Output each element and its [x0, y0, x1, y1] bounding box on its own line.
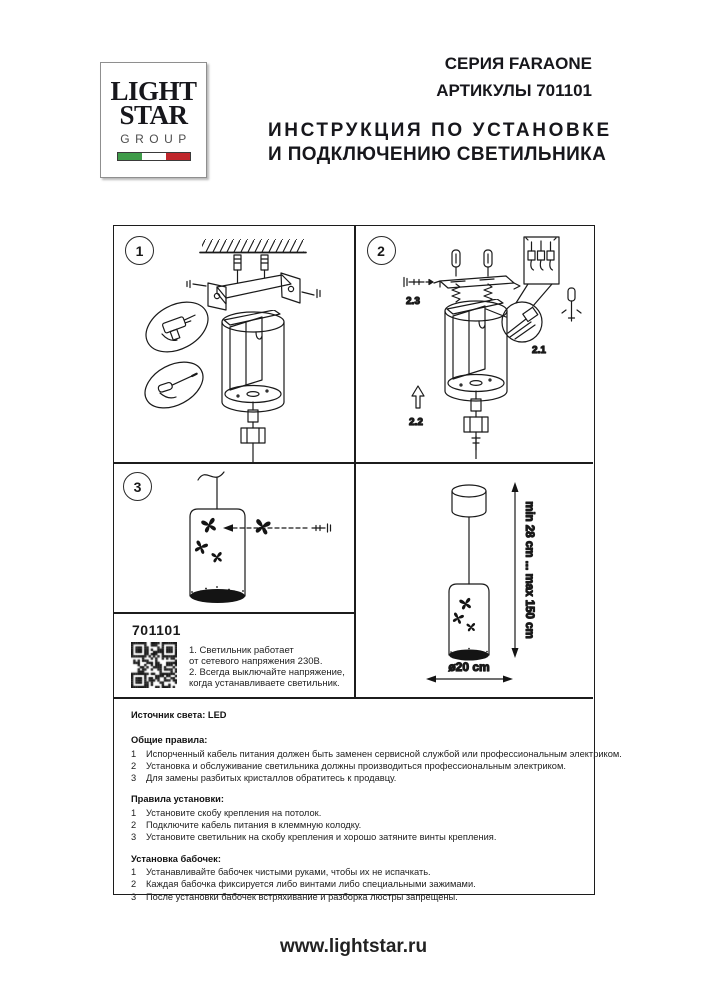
butterfly-icon	[459, 598, 472, 610]
label-2-3: 2.3	[405, 296, 420, 307]
strain-relief-screw	[472, 436, 480, 450]
label-2-2: 2.2	[408, 417, 423, 428]
butterfly-icon	[254, 519, 271, 535]
dimensions-diagram	[356, 464, 594, 697]
instruction-item: Установите скобу крепления на потолок.	[146, 807, 322, 818]
product-notes	[189, 645, 345, 690]
step2-diagram	[356, 226, 594, 462]
lightstar-logo	[100, 62, 207, 178]
diameter-dimension-label: ø20 cm	[447, 660, 490, 674]
lamp-shade	[449, 584, 489, 661]
fixing-screw	[312, 524, 331, 532]
butterfly-icon	[466, 623, 475, 632]
title-line-2: И ПОДКЛЮЧЕНИЮ СВЕТИЛЬНИКА	[268, 144, 607, 165]
series-block	[436, 50, 592, 104]
light-source: Источник света: LED	[131, 710, 227, 720]
website-link[interactable]: www.lightstar.ru	[279, 936, 428, 957]
section-title-general: Общие правила:	[131, 735, 208, 746]
section-title-butterflies: Установка бабочек:	[131, 853, 221, 864]
title-line-1: ИНСТРУКЦИЯ ПО УСТАНОВКЕ	[268, 120, 612, 141]
step2-cell	[356, 226, 594, 462]
step3-cell	[114, 464, 354, 612]
label-2-1: 2.1	[531, 345, 546, 356]
terminal-screwdriver	[562, 288, 581, 321]
instruction-item: Устанавливайте бабочек чистыми руками, чтобы их не испачкать.	[146, 866, 431, 877]
butterfly-icon	[193, 540, 208, 555]
install-rules-list	[131, 807, 585, 844]
instruction-item: Для замены разбитых кристаллов обратитесь к продавцу.	[146, 773, 397, 784]
flag-green	[118, 153, 142, 160]
diameter-arrow	[426, 676, 513, 683]
canopy-body	[445, 299, 507, 459]
height-dimension-label: min 28 cm ... max 150 cm	[522, 501, 535, 639]
step-3-badge: 3	[123, 472, 152, 501]
up-arrow	[412, 386, 424, 408]
screwdriver-hand-inset	[137, 353, 211, 417]
spring-pins	[452, 250, 492, 302]
step-1-badge: 1	[125, 236, 154, 265]
flag-red	[166, 153, 190, 160]
flag-white	[142, 153, 166, 160]
instruction-item: Установите светильник на скобу крепления и хорошо затяните винты крепления.	[146, 832, 497, 843]
screw-2-3	[404, 278, 433, 287]
qr-code	[131, 642, 177, 688]
height-arrow	[511, 482, 518, 658]
terminal-inset-box	[524, 237, 559, 284]
wire-connector-inset	[486, 284, 552, 342]
instructions-cell	[114, 699, 622, 902]
mounting-bracket	[434, 276, 520, 289]
instruction-item: Установка и обслуживание светильника должны производиться профессиональным электриком.	[146, 760, 566, 771]
ceiling-cup	[452, 485, 486, 517]
italian-flag-stripe	[117, 152, 191, 161]
ceiling-hatch	[200, 239, 306, 253]
cable-wavy	[198, 472, 224, 480]
note-line: от сетевого напряжения 230В.	[189, 655, 323, 667]
diagram-table	[113, 225, 622, 902]
canopy-body	[222, 310, 284, 462]
step1-cell	[114, 226, 354, 462]
series-name: СЕРИЯ FARAONE	[444, 54, 592, 73]
butterfly-rules-list	[131, 866, 585, 903]
product-article: 701101	[132, 621, 181, 638]
instruction-item: После установки бабочек встряхивание и разборка люстры запрещены.	[146, 891, 458, 902]
instruction-item: Каждая бабочка фиксируется либо винтами либо специальными зажимами.	[146, 879, 476, 890]
drill-hand-inset	[138, 292, 217, 362]
section-title-install: Правила установки:	[131, 794, 224, 805]
article-number: АРТИКУЛЫ 701101	[436, 81, 592, 100]
logo-light: LIGHT	[110, 76, 197, 106]
butterfly-icon	[211, 552, 223, 563]
page-title	[268, 119, 612, 167]
step-2-badge: 2	[367, 236, 396, 265]
note-line: 2. Всегда выключайте напряжение,	[189, 667, 345, 679]
product-info-cell	[114, 614, 354, 698]
general-rules-list	[131, 748, 622, 785]
butterfly-icon	[451, 612, 464, 624]
instruction-item: Испорченный кабель питания должен быть заменен сервисной службой или профессиональным электриком.	[146, 748, 622, 759]
butterfly-icon	[201, 517, 218, 533]
instruction-item: Подключите кабель питания в клеммную колодку.	[146, 820, 362, 831]
note-line: когда устанавливаете светильник.	[189, 678, 340, 690]
logo-group: GROUP	[120, 132, 192, 146]
mounting-bracket	[208, 273, 300, 310]
dimensions-cell	[356, 464, 594, 697]
step1-diagram	[114, 226, 354, 462]
logo-star: STAR	[119, 100, 188, 130]
note-line: 1. Светильник работает	[189, 644, 294, 656]
